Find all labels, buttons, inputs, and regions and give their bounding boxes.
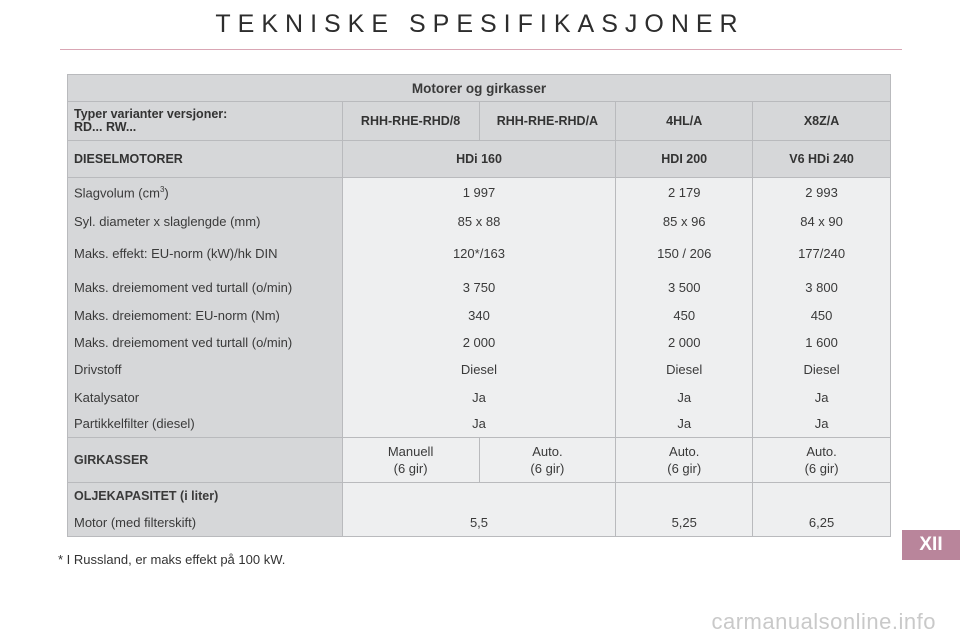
- table-row: [68, 178, 891, 208]
- oil-capacity-row: [68, 509, 891, 537]
- oil-capacity-label: OLJEKAPASITET (i liter): [68, 483, 343, 510]
- row-value: 3 800: [753, 273, 891, 302]
- gearbox-gears: (6 gir): [804, 461, 839, 477]
- table-caption-row: [68, 75, 891, 102]
- row-value: 150 / 206: [616, 235, 753, 273]
- variants-header-row: [68, 102, 891, 141]
- variant-header: X8Z/A: [753, 102, 891, 141]
- gearbox-type: Auto.: [532, 444, 563, 460]
- diesel-section-label: DIESELMOTORER: [68, 141, 343, 178]
- gearbox-gears: (6 gir): [667, 461, 702, 477]
- engine-spec-table: [67, 74, 891, 537]
- row-value: Ja: [753, 411, 891, 438]
- row-value: 1 997: [342, 178, 616, 208]
- table-row: [68, 356, 891, 384]
- gearbox-gears: (6 gir): [530, 461, 565, 477]
- title-divider: [60, 49, 902, 50]
- footnote: * I Russland, er maks effekt på 100 kW.: [58, 552, 286, 567]
- table-caption: Motorer og girkasser: [68, 75, 891, 102]
- row-value: 6,25: [753, 509, 891, 537]
- row-label-superscript: 3: [159, 185, 165, 195]
- row-value: 85 x 88: [342, 208, 616, 235]
- row-value: 84 x 90: [753, 208, 891, 235]
- row-value: Diesel: [753, 356, 891, 384]
- variant-label-line2: RD... RW...: [74, 120, 137, 134]
- row-value: Diesel: [616, 356, 753, 384]
- row-label: Drivstoff: [68, 356, 343, 384]
- variant-label: [68, 102, 343, 141]
- row-label-text: Slagvolum (cm: [74, 185, 160, 201]
- row-value: 2 179: [616, 178, 753, 208]
- chapter-tab: XII: [902, 530, 960, 560]
- row-label: Katalysator: [68, 384, 343, 411]
- engine-header: HDI 200: [616, 141, 753, 178]
- row-label: Maks. effekt: EU-norm (kW)/hk DIN: [68, 235, 343, 273]
- row-value: 1 600: [753, 329, 891, 356]
- row-value: Diesel: [342, 356, 616, 384]
- row-value: 2 000: [616, 329, 753, 356]
- row-label-end: ): [164, 185, 169, 201]
- gearbox-type: Manuell: [387, 444, 434, 460]
- gearbox-type: Auto.: [669, 444, 700, 460]
- gearbox-value: [342, 438, 479, 483]
- row-label: Maks. dreiemoment ved turtall (o/min): [68, 329, 343, 356]
- row-value: 177/240: [753, 235, 891, 273]
- diesel-section-row: [68, 141, 891, 178]
- table-row: [68, 329, 891, 356]
- row-value: 5,5: [342, 509, 616, 537]
- row-value: 3 500: [616, 273, 753, 302]
- page-title: TEKNISKE SPESIFIKASJONER: [215, 10, 745, 38]
- row-label: Motor (med filterskift): [68, 509, 343, 537]
- gearbox-value: [616, 438, 753, 483]
- row-value: 3 750: [342, 273, 616, 302]
- engine-header: V6 HDi 240: [753, 141, 891, 178]
- row-label: Maks. dreiemoment: EU-norm (Nm): [68, 302, 343, 329]
- row-value: 85 x 96: [616, 208, 753, 235]
- variant-header: RHH-RHE-RHD/8: [342, 102, 479, 141]
- empty-cell: [753, 483, 891, 510]
- row-label: [68, 178, 343, 208]
- row-value: Ja: [342, 411, 616, 438]
- gearbox-type: Auto.: [806, 444, 837, 460]
- variant-header: RHH-RHE-RHD/A: [479, 102, 616, 141]
- table-row: [68, 208, 891, 235]
- row-value: 2 000: [342, 329, 616, 356]
- table-row: [68, 411, 891, 438]
- row-value: 450: [616, 302, 753, 329]
- row-value: 450: [753, 302, 891, 329]
- row-label: Syl. diameter x slaglengde (mm): [68, 208, 343, 235]
- gearbox-label: GIRKASSER: [68, 438, 343, 483]
- row-value: Ja: [616, 384, 753, 411]
- row-value: Ja: [342, 384, 616, 411]
- watermark: carmanualsonline.info: [711, 609, 936, 634]
- row-value: Ja: [616, 411, 753, 438]
- row-label: Partikkelfilter (diesel): [68, 411, 343, 438]
- variant-header: 4HL/A: [616, 102, 753, 141]
- gearbox-value: [479, 438, 616, 483]
- table-row: [68, 302, 891, 329]
- row-label: Maks. dreiemoment ved turtall (o/min): [68, 273, 343, 302]
- engine-header: HDi 160: [342, 141, 616, 178]
- table-row: [68, 273, 891, 302]
- gearbox-row: [68, 438, 891, 483]
- empty-cell: [616, 483, 753, 510]
- gearbox-gears: (6 gir): [393, 461, 428, 477]
- variant-label-line1: Typer varianter versjoner:: [74, 107, 228, 121]
- row-value: Ja: [753, 384, 891, 411]
- table-row: [68, 235, 891, 273]
- row-value: 340: [342, 302, 616, 329]
- empty-cell: [342, 483, 616, 510]
- table-row: [68, 384, 891, 411]
- row-value: 120*/163: [342, 235, 616, 273]
- row-value: 5,25: [616, 509, 753, 537]
- oil-capacity-header-row: [68, 483, 891, 510]
- row-value: 2 993: [753, 178, 891, 208]
- gearbox-value: [753, 438, 891, 483]
